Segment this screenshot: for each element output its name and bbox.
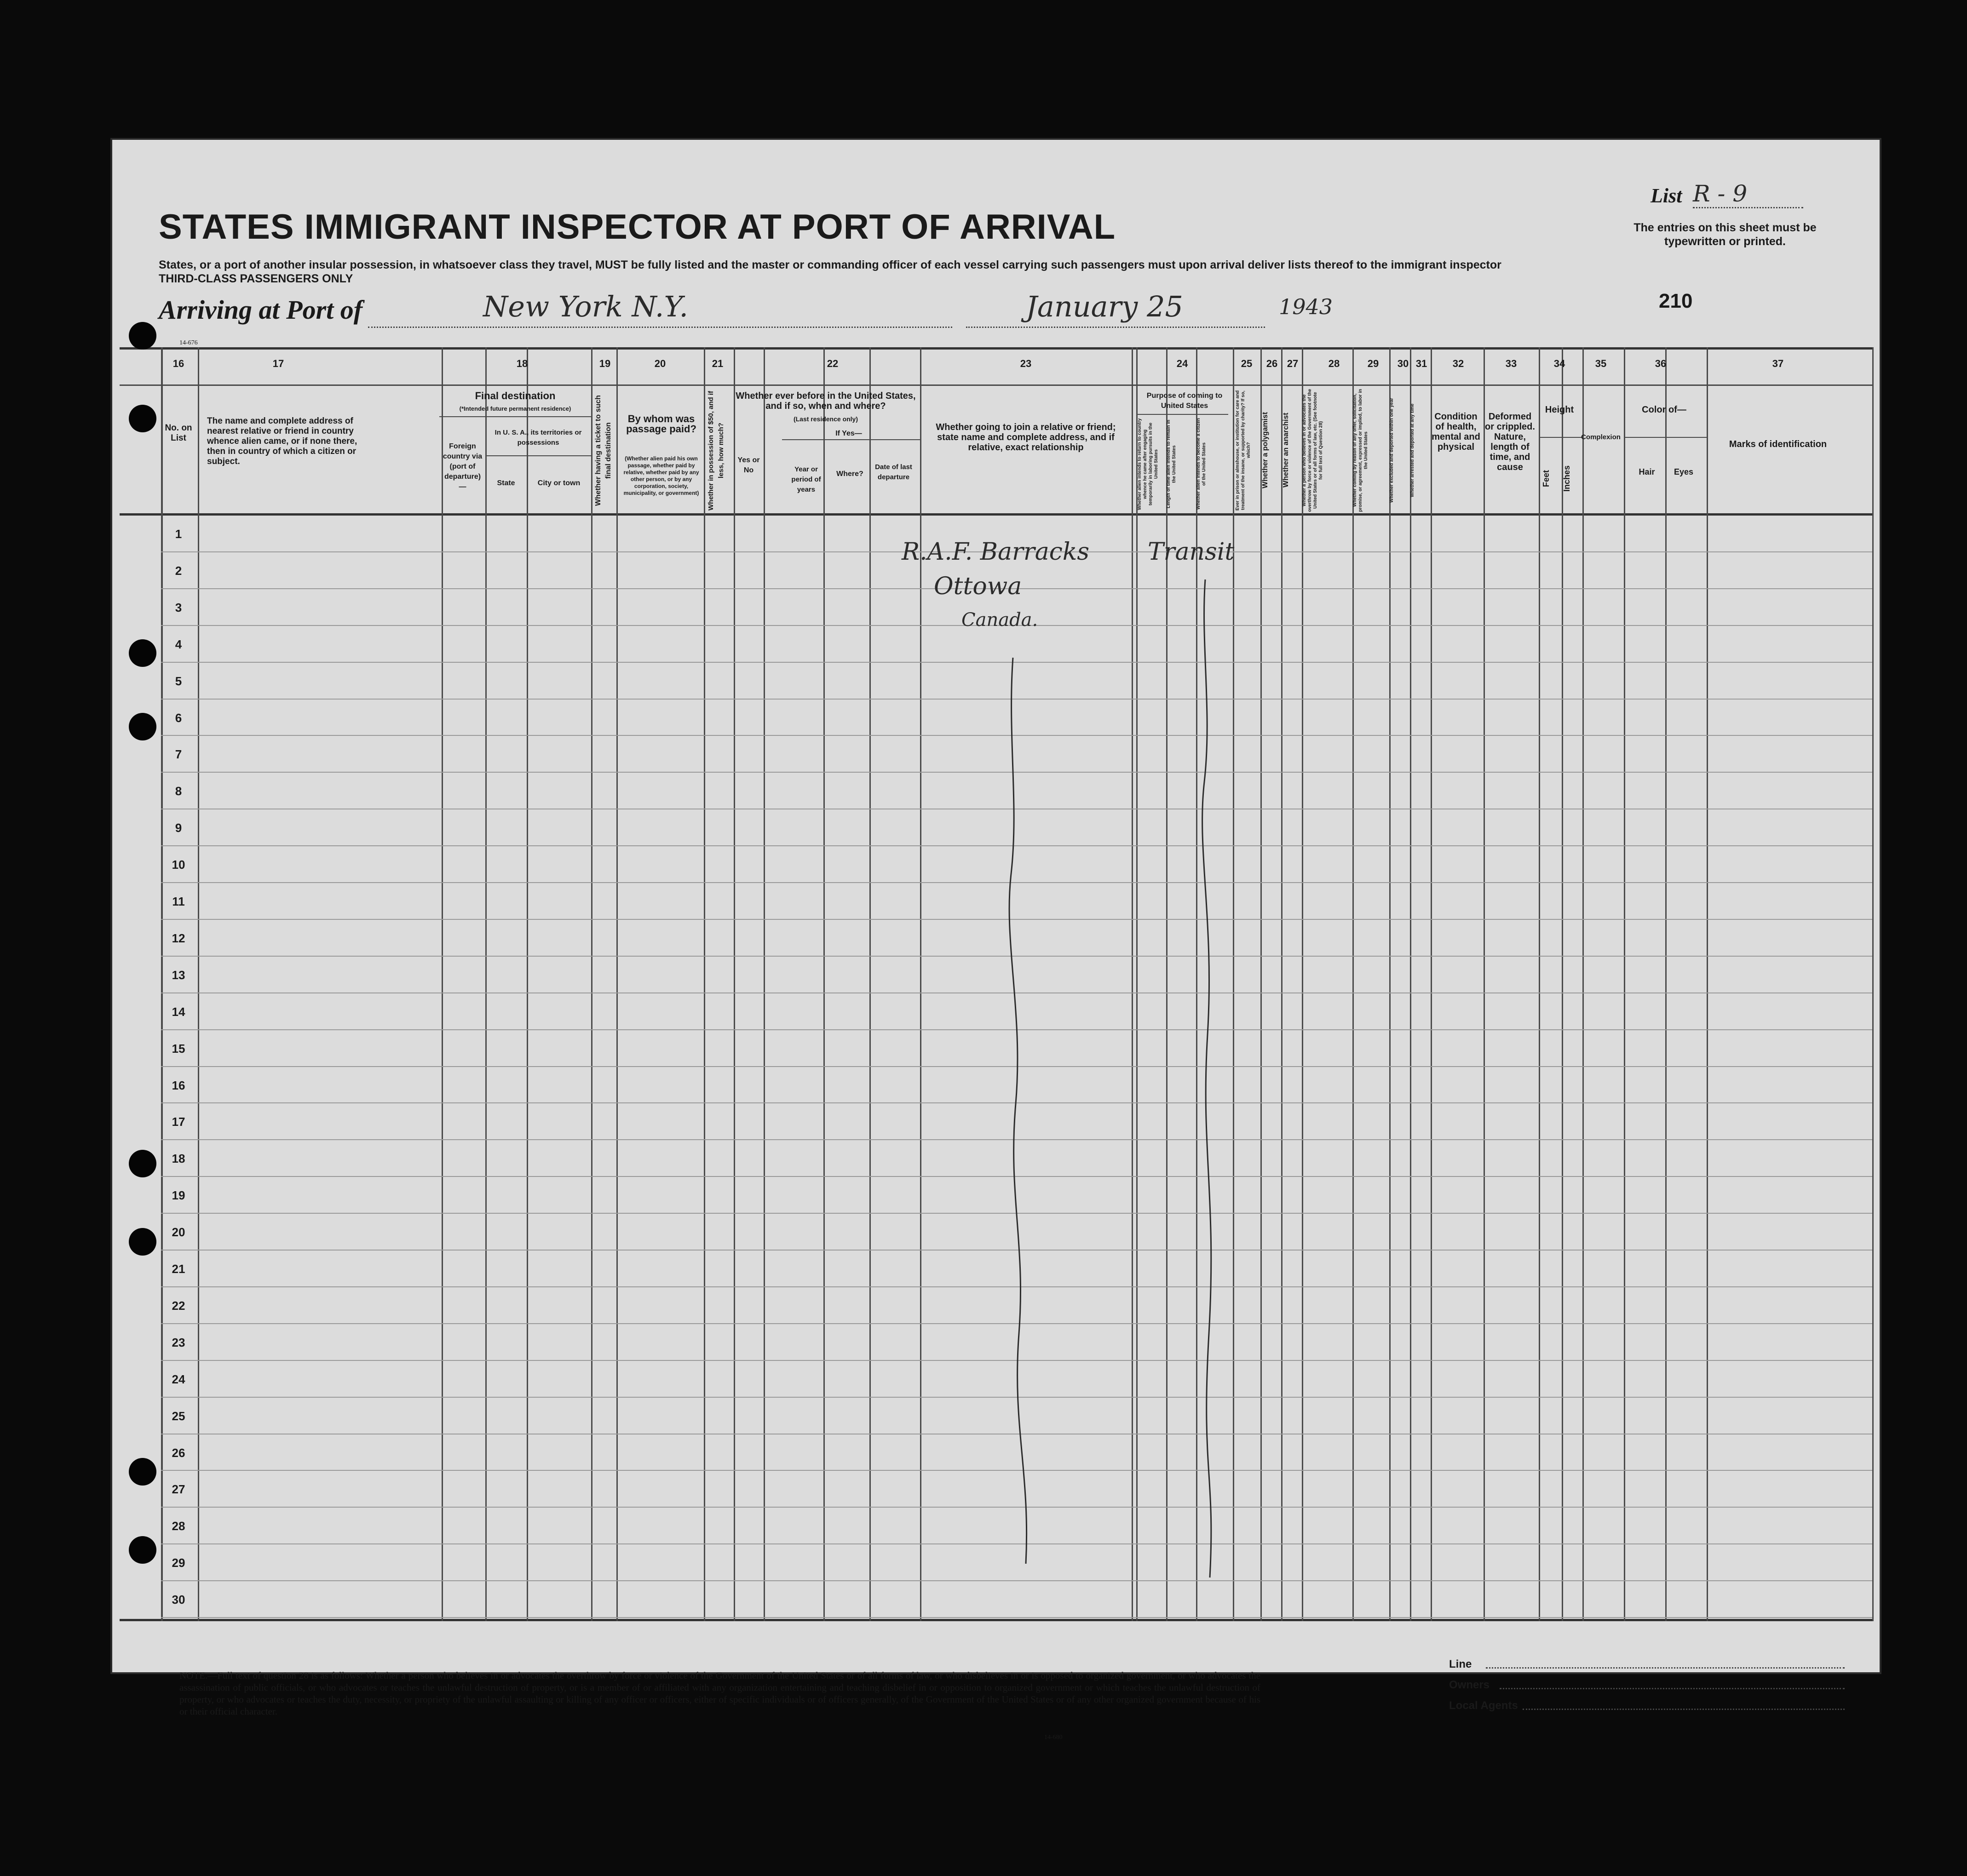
colnum-33: 33: [1505, 358, 1517, 369]
header-yes-no: Yes or No: [737, 456, 760, 474]
binder-hole: [129, 1458, 156, 1486]
row-number: 21: [172, 1262, 185, 1276]
entry-col23-line2: Ottowa: [934, 573, 1022, 600]
colnum-31: 31: [1415, 358, 1427, 369]
row-number: 18: [172, 1152, 185, 1166]
header-passage-paid: By whom was passage paid?: [626, 413, 696, 435]
row-number: 13: [172, 968, 185, 982]
row-number: 28: [172, 1519, 185, 1533]
colnum-22: 22: [827, 358, 839, 369]
colnum-26: 26: [1266, 358, 1278, 369]
header-marks: Marks of identification: [1729, 439, 1827, 449]
row-number: 6: [175, 711, 182, 725]
header-health: Condition of health, mental and physical: [1432, 412, 1480, 452]
header-where: Where?: [836, 470, 863, 478]
colnum-21: 21: [712, 358, 724, 369]
row-number: 15: [172, 1041, 185, 1056]
row-number: 14: [172, 1004, 185, 1019]
arriving-label: Arriving at Port of: [159, 295, 363, 325]
row-number: 30: [172, 1593, 185, 1607]
header-fifty-dollars: Whether in possession of $50, and if less, how much?: [707, 390, 725, 511]
header-state: State: [497, 479, 515, 487]
header-excluded: Whether excluded and deported within one year: [1389, 398, 1394, 503]
row-number: 27: [172, 1482, 185, 1497]
colnum-18: 18: [516, 358, 528, 369]
ditto-line-col24: [1202, 579, 1211, 1578]
header-no-on-list: No. on List: [165, 423, 192, 443]
header-prison: Ever in prison or almshouse, or institution for care and treatment of the insane, or supported by charity? If so, which?: [1235, 390, 1251, 511]
entry-col23-line3: Canada.: [961, 609, 1038, 631]
colnum-28: 28: [1328, 358, 1340, 369]
list-label: List: [1651, 184, 1682, 207]
colnum-35: 35: [1595, 358, 1607, 369]
header-arrested: Whether arrested and deported at any time: [1410, 403, 1415, 497]
row-number: 3: [175, 600, 182, 614]
form-title: STATES IMMIGRANT INSPECTOR AT PORT OF ARRIVAL: [159, 207, 1116, 247]
row-number: 23: [172, 1335, 185, 1349]
colnum-30: 30: [1397, 358, 1409, 369]
date-value: January 25: [1026, 290, 1183, 323]
line-field: [1486, 1667, 1845, 1669]
header-overthrow: Whether a person who believes in or advocates the overthrow by force or violence of the Government of the United States or of all forms of law, etc. (See footnote for full text of Question 28): [1302, 389, 1323, 512]
entry-col23-line1: R.A.F. Barracks: [902, 538, 1090, 566]
class-note: THIRD-CLASS PASSENGERS ONLY: [159, 272, 353, 285]
entry-col24: Transit: [1148, 538, 1235, 566]
header-anarchist: Whether an anarchist: [1282, 413, 1290, 488]
colnum-23: 23: [1020, 358, 1032, 369]
header-final-destination-sub: (*Intended future permanent residence): [459, 405, 571, 412]
row-number: 17: [172, 1115, 185, 1129]
row-number: 26: [172, 1446, 185, 1460]
local-agents-label: Local Agents: [1449, 1699, 1518, 1712]
binder-hole: [129, 1536, 156, 1564]
colnum-17: 17: [272, 358, 284, 369]
line-label: Line: [1449, 1658, 1472, 1670]
header-in-usa: In U. S. A., its territories or possessions: [495, 429, 582, 447]
form-subtitle: States, or a port of another insular possession, in whatsoever class they travel, MUST be fully listed and the master or commanding officer of each vessel carrying such passengers must upon arrival deliver lists thereof to the immigrant inspector: [159, 258, 1501, 271]
colnum-29: 29: [1367, 358, 1379, 369]
binder-hole: [129, 639, 156, 667]
footnote-question-28: NOTE.—Full text of question 28 is as follows: Whether a person who believes in or advocates the overthrow by force or violence of the Government of the United States or of all forms of law, or who disbelieves in or is opposed to organized government, or who advocates the assassination of public officials, or who advocates or teaches the unlawful destruction of property, or is a member of or affiliated with any organization entertaining and teaching disbelief in or opposition to organized government or which teaches the unlawful destruction of property, or who advocates or teaches the duty, necessity, or propriety of the unlawful assaulting or killing of any officer or officers, either of specific individuals or of officers generally, of the Government of the United States or of any other organized government because of his or their official character.: [179, 1670, 1260, 1717]
binder-hole: [129, 405, 156, 432]
colnum-16: 16: [173, 358, 184, 369]
binder-hole: [129, 1150, 156, 1177]
header-purpose-return: Whether alien intends to return to country whence he came after engaging temporarily in laboring pursuits in the United States: [1137, 418, 1159, 510]
row-number: 22: [172, 1298, 185, 1313]
header-purpose-length: Length of time alien intends to remain in the United States: [1166, 419, 1177, 509]
header-purpose-citizen: Whether alien intends to become a citizen of the United States: [1196, 418, 1207, 510]
row-number: 25: [172, 1409, 185, 1423]
year-value: 1943: [1279, 294, 1333, 319]
row-number: 4: [175, 637, 182, 651]
header-nearest-relative: The name and complete address of nearest relative or friend in country whence alien came, or if none there, then in country of which a citizen or subject.: [207, 416, 357, 466]
colnum-27: 27: [1287, 358, 1299, 369]
binder-hole: [129, 322, 156, 350]
row-number: 16: [172, 1078, 185, 1092]
colnum-34: 34: [1553, 358, 1565, 369]
row-number: 9: [175, 821, 182, 835]
row-number: 24: [172, 1372, 185, 1386]
form-code-top: 14-676: [179, 339, 198, 346]
form-code-bottom: 14-680: [1044, 1734, 1063, 1741]
header-purpose: Purpose of coming to United States: [1146, 392, 1223, 410]
list-value: R - 9: [1693, 180, 1803, 208]
row-number: 8: [175, 784, 182, 798]
binder-hole: [129, 1228, 156, 1256]
local-agents-field: [1523, 1709, 1845, 1710]
header-eyes: Eyes: [1674, 467, 1694, 476]
colnum-32: 32: [1452, 358, 1464, 369]
row-number: 1: [175, 527, 182, 541]
header-foreign-country: Foreign country via (port of departure)—: [443, 442, 483, 491]
colnum-36: 36: [1655, 358, 1667, 369]
owners-field: [1500, 1688, 1845, 1689]
header-feet: Feet: [1541, 470, 1551, 487]
port-value: New York N.Y.: [483, 290, 689, 323]
header-deformed: Deformed or crippled. Nature, length of time, and cause: [1485, 412, 1535, 472]
header-city: City or town: [537, 479, 581, 487]
ditto-lines: [110, 138, 1881, 1674]
header-inches: Inches: [1562, 465, 1571, 492]
colnum-37: 37: [1772, 358, 1784, 369]
row-number: 20: [172, 1225, 185, 1239]
header-height: Height: [1545, 405, 1574, 415]
manifest-sheet: [110, 138, 1881, 1741]
header-ticket: Whether having a ticket to such final destination: [594, 395, 612, 506]
row-number: 7: [175, 747, 182, 762]
row-number: 11: [172, 895, 185, 908]
header-hair: Hair: [1639, 467, 1655, 476]
header-ever-before: Whether ever before in the United States, and if so, when and where?: [736, 391, 916, 411]
colnum-19: 19: [599, 358, 611, 369]
binder-hole: [129, 713, 156, 740]
row-number: 29: [172, 1556, 185, 1570]
ditto-line-col23: [1009, 658, 1027, 1564]
header-year-period: Year or period of years: [791, 465, 821, 493]
colnum-25: 25: [1241, 358, 1253, 369]
typewritten-note: The entries on this sheet must be typewritten or printed.: [1633, 221, 1817, 248]
header-if-yes: If Yes—: [835, 430, 862, 437]
row-number: 2: [175, 563, 182, 578]
colnum-20: 20: [654, 358, 666, 369]
row-number: 12: [172, 931, 185, 945]
row-number: 5: [175, 674, 182, 688]
header-labor-offer: Whether coming by reason of any offer, solicitation, promise, or agreement, expressed or implied, to labor in the United States: [1352, 389, 1369, 512]
colnum-24: 24: [1176, 358, 1188, 369]
header-join-relative: Whether going to join a relative or friend; state name and complete address, and if relative, exact relationship: [936, 422, 1116, 453]
header-last-departure: Date of last departure: [875, 463, 912, 481]
header-polygamist: Whether a polygamist: [1261, 412, 1269, 489]
header-color-of: Color of—: [1642, 405, 1686, 415]
header-final-destination: Final destination: [475, 390, 556, 402]
header-complexion: Complexion: [1581, 433, 1621, 441]
header-passage-paid-sub: (Whether alien paid his own passage, whether paid by relative, whether paid by any other person, or by any corporation, society, municipality, or government): [623, 455, 699, 496]
owners-label: Owners: [1449, 1679, 1490, 1691]
row-number: 10: [172, 858, 185, 872]
row-number: 19: [172, 1188, 185, 1203]
header-ever-before-sub: (Last residence only): [793, 415, 858, 423]
sheet-number: 210: [1659, 290, 1693, 312]
